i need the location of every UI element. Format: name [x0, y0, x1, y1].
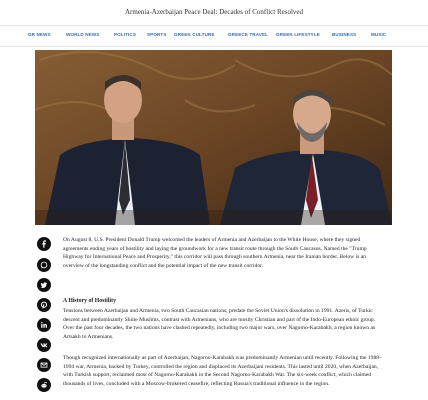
nav-item-gr-news[interactable]: GR NEWS — [28, 32, 51, 37]
page-title: Armenia-Azerbaijan Peace Deal: Decades of Conflict Resolved — [124, 8, 304, 16]
nav-item-greek-culture[interactable]: GREEK CULTURE — [174, 32, 215, 37]
email-icon[interactable] — [37, 358, 51, 372]
main-nav — [0, 25, 428, 47]
reddit-icon[interactable] — [37, 378, 51, 392]
section-heading-history: A History of Hostility — [63, 298, 116, 304]
facebook-icon[interactable] — [37, 237, 51, 251]
nav-item-greek-lifestyle[interactable]: GREEK LIFESTYLE — [276, 32, 320, 37]
nav-item-greece-travel[interactable]: GREECE TRAVEL — [228, 32, 269, 37]
twitter-icon[interactable] — [37, 278, 51, 292]
article-paragraph: Though recognized internationally as part of Azerbaijan, Nagorno-Karabakh was predominantly Armenian until recently. Following the 1988–1994 war, Armenia, backed by Turkey, controlled the region and displaced its Azerbaijani residents. This lasted until 2020, when Azerbaijan, with Turkish support, reclaimed most of Nagorno-Karabakh in the Second Nagorno-Karabakh War. The six-week conflict, which claimed thousands of lives, concluded with a Moscow-brokered ceasefire, reflecting Russia's traditional influence in the region. — [63, 355, 382, 387]
vk-icon[interactable] — [37, 338, 51, 352]
whatsapp-icon[interactable] — [37, 258, 51, 272]
article-intro: On August 8, U.S. President Donald Trump welcomed the leaders of Armenia and Azerbaijan to the White House, where they signed agreements ending years of hostility and laying the groundwork for a new transit route through the South Caucasus. Named the "Trump Highway for International Peace and Prosperity," this corridor will pass through southern Armenia, near the Iranian border. Below is an overview of the longstanding conflict and the potential impact of the new transit corridor. — [63, 237, 367, 269]
nav-item-sports[interactable]: SPORTS — [147, 32, 167, 37]
nav-item-world-news[interactable]: WORLD NEWS — [66, 32, 100, 37]
article-paragraph: Tensions between Azerbaijan and Armenia, two South Caucasian nations, predate the Soviet Union's dissolution in 1991. Azeris, of Turkic descent and predominantly Shiite Muslims, contrast with Armenians, who are mostly Christian and part of the Indo-European ethnic group. Over the past four decades, the two nations have clashed repeatedly, including two major wars, over Nagorno-Karabakh, a region known as Artsakh to Armenians. — [63, 308, 376, 340]
pinterest-icon[interactable] — [37, 298, 51, 312]
linkedin-icon[interactable] — [37, 318, 51, 332]
nav-item-politics[interactable]: POLITICS — [114, 32, 136, 37]
hero-photo — [35, 50, 392, 225]
nav-item-music[interactable]: MUSIC — [371, 32, 387, 37]
nav-item-business[interactable]: BUSINESS — [332, 32, 357, 37]
